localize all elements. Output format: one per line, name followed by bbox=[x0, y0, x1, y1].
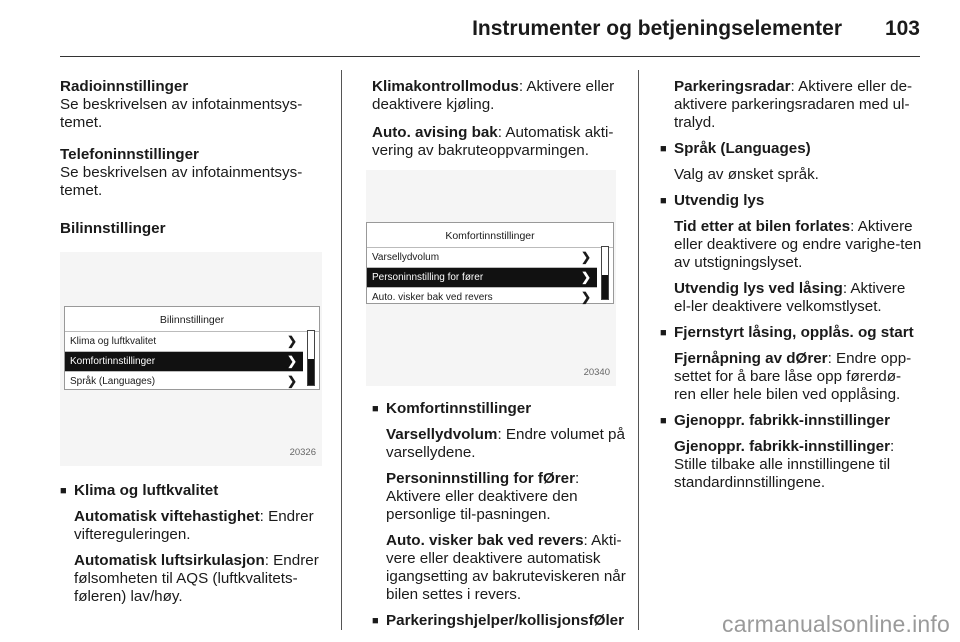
chevron-right-icon: ❯ bbox=[286, 334, 297, 348]
radio-text: Se beskrivelsen av infotainmentsys-temet. bbox=[60, 96, 303, 131]
figure-komfortinnstillinger bbox=[366, 170, 616, 386]
menu-row-selected: Personinnstilling for fører ❯ bbox=[367, 268, 597, 288]
bullet-komfort: ■ Komfortinnstillinger bbox=[372, 400, 626, 418]
page-title: Instrumenter og betjeningselementer bbox=[472, 17, 842, 40]
header-rule bbox=[60, 56, 920, 57]
screen-title: Bilinnstillinger bbox=[65, 307, 319, 332]
menu-row: Språk (Languages) ❯ bbox=[65, 372, 303, 391]
chevron-right-icon: ❯ bbox=[286, 374, 297, 388]
figure-bilinnstillinger bbox=[60, 252, 322, 466]
item-visker: Auto. visker bak ved revers: Akti-vere eller deaktivere automatisk igangsetting av bakruteviskeren når bilen settes i revers. bbox=[386, 532, 626, 603]
chevron-right-icon: ❯ bbox=[580, 250, 591, 264]
item-fjernapning: Fjernåpning av dØrer: Endre opp-settet for å bare låse opp førerdø-ren eller hele bilen ved opplåsing. bbox=[674, 350, 912, 403]
bullet-sprak: ■ Språk (Languages) bbox=[660, 140, 922, 158]
chevron-right-icon: ❯ bbox=[580, 290, 591, 304]
item-viftehastighet: Automatisk viftehastighet: Endrer viftereguleringen. bbox=[74, 508, 314, 543]
car-heading: Bilinnstillinger bbox=[60, 220, 166, 237]
item-klimakontroll: Klimakontrollmodus: Aktivere eller deaktivere kjøling. bbox=[372, 78, 615, 113]
bullet-gjenoppr: ■ Gjenoppr. fabrikk-innstillinger bbox=[660, 412, 922, 430]
page-number: 103 bbox=[884, 17, 920, 40]
display-screen bbox=[64, 306, 320, 390]
figure-number: 20326 bbox=[289, 447, 316, 458]
radio-heading: Radioinnstillinger bbox=[60, 78, 189, 95]
item-gjenoppr: Gjenoppr. fabrikk-innstillinger: Stille tilbake alle innstillingene til standardinnstillingene. bbox=[674, 438, 895, 491]
chevron-right-icon: ❯ bbox=[286, 354, 297, 368]
scrollbar bbox=[307, 330, 315, 386]
menu-row: Varsellydvolum ❯ bbox=[367, 248, 597, 268]
column-divider-2 bbox=[638, 70, 639, 630]
item-varsellydvolum: Varsellydvolum: Endre volumet på varsellydene. bbox=[386, 426, 625, 461]
column-divider-1 bbox=[341, 70, 342, 630]
menu-row: Auto. visker bak ved revers ❯ bbox=[367, 288, 597, 307]
page-header bbox=[0, 0, 960, 58]
item-parkeringsradar: Parkeringsradar: Aktivere eller de-aktivere parkeringsradaren med ul-tralyd. bbox=[674, 78, 913, 131]
scrollbar bbox=[601, 246, 609, 300]
item-avising: Auto. avising bak: Automatisk akti-vering av bakruteoppvarmingen. bbox=[372, 124, 614, 159]
right-column bbox=[660, 78, 922, 500]
item-luftsirkulasjon: Automatisk luftsirkulasjon: Endrer følsomheten til AQS (luftkvalitets-føleren) lav/høy. bbox=[74, 552, 319, 605]
item-personinnstilling: Personinnstilling for fØrer: Aktivere eller deaktivere den personlige til-pasningen. bbox=[386, 470, 580, 523]
item-sprak: Valg av ønsket språk. bbox=[674, 166, 819, 183]
middle-column bbox=[372, 78, 626, 638]
figure-number: 20340 bbox=[583, 367, 610, 378]
item-lys-ved-lasing: Utvendig lys ved låsing: Aktivere el-ler deaktivere velkomstlyset. bbox=[674, 280, 906, 315]
phone-text: Se beskrivelsen av infotainmentsys-temet. bbox=[60, 164, 303, 199]
display-screen bbox=[366, 222, 614, 304]
bullet-klima: ■ Klima og luftkvalitet bbox=[60, 482, 330, 500]
chevron-right-icon: ❯ bbox=[580, 270, 591, 284]
menu-row: Klima og luftkvalitet ❯ bbox=[65, 332, 303, 352]
item-tid-etter: Tid etter at bilen forlates: Aktivere eller deaktivere og endre varighe-ten av utstigningslyset. bbox=[674, 218, 922, 271]
bullet-parkering: ■ Parkeringshjelper/kollisjonsfØler bbox=[372, 612, 626, 630]
screen-title: Komfortinnstillinger bbox=[367, 223, 613, 248]
bullet-fjernstyrt: ■ Fjernstyrt låsing, opplås. og start bbox=[660, 324, 922, 342]
bullet-utvendig-lys: ■ Utvendig lys bbox=[660, 192, 922, 210]
phone-heading: Telefoninnstillinger bbox=[60, 146, 199, 163]
menu-row-selected: Komfortinnstillinger ❯ bbox=[65, 352, 303, 372]
left-column bbox=[60, 78, 330, 614]
watermark: carmanualsonline.info bbox=[722, 611, 950, 637]
